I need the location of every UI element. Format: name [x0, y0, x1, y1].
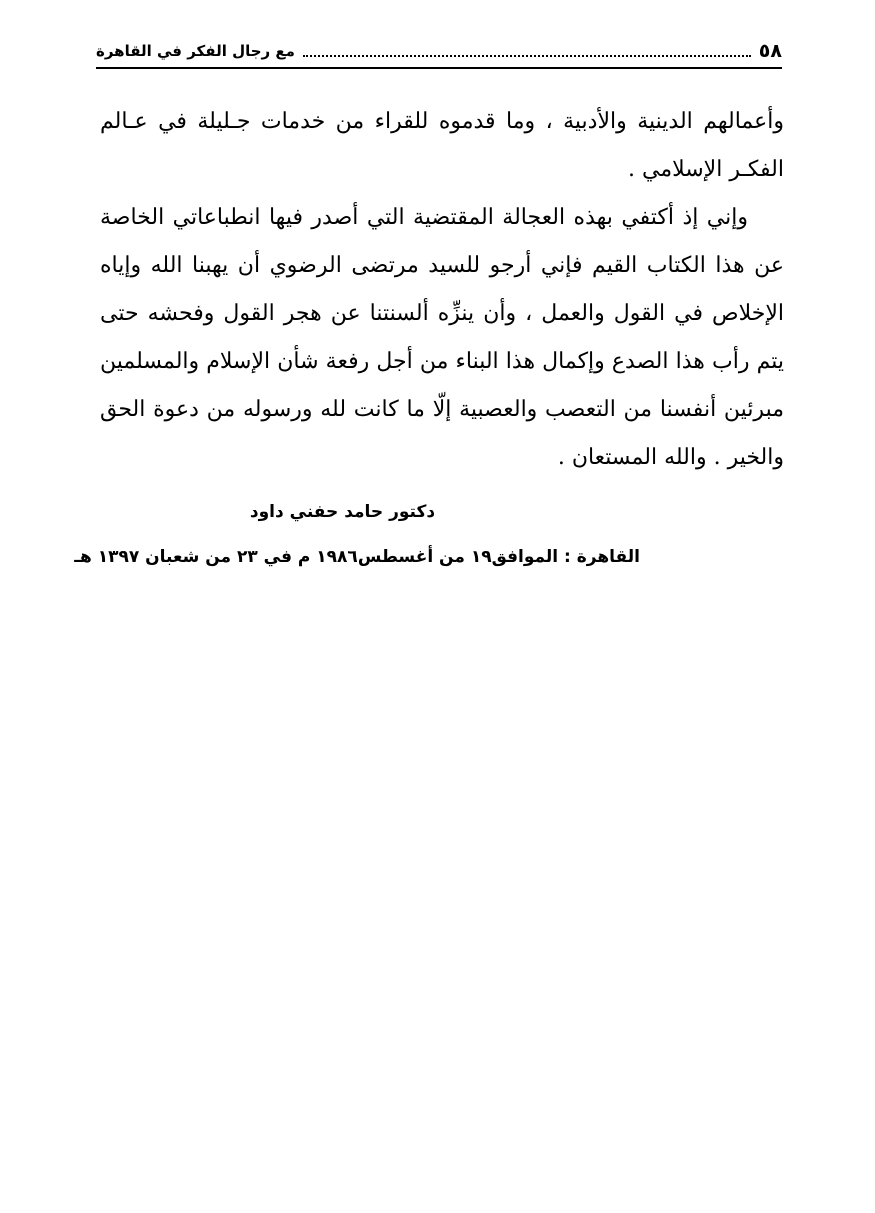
signature-date-line: القاهرة : الموافق١٩ من أغسطس١٩٨٦ م في ٢٣ من شعبان ١٣٩٧ هـ [74, 547, 640, 567]
page-number: ٥٨ [758, 40, 782, 62]
paragraph: وأعمالهم الدينية والأدبية ، وما قدموه للقراء من خدمات جـليلة في عـالم الفكـر الإسلامي . [100, 109, 784, 182]
body-text [100, 98, 784, 482]
paragraph: وإني إذ أكتفي بهذه العجالة المقتضية التي أصدر فيها انطباعاتي الخاصة عن هذا الكتاب القيم فإني أرجو للسيد مرتضى الرضوي أن يهبنا الله وإياه الإخلاص في القول والعمل ، وأن ينزِّه ألسنتنا عن هجر القول وفحشه حتى يتم رأب هذا الصدع وإكمال هذا البناء من أجل رفعة شأن الإسلام والمسلمين مبرئين أنفسنا من التعصب والعصبية إلّا ما كانت لله ورسوله من دعوة الحق والخير . والله المستعان . [100, 205, 784, 470]
signature-name: دكتور حامد حفني داود [249, 502, 436, 522]
page-header [96, 36, 782, 62]
running-title: مع رجال الفكر في القاهرة [96, 42, 295, 60]
header-dot-leader [303, 54, 751, 57]
header-rule [96, 67, 782, 69]
